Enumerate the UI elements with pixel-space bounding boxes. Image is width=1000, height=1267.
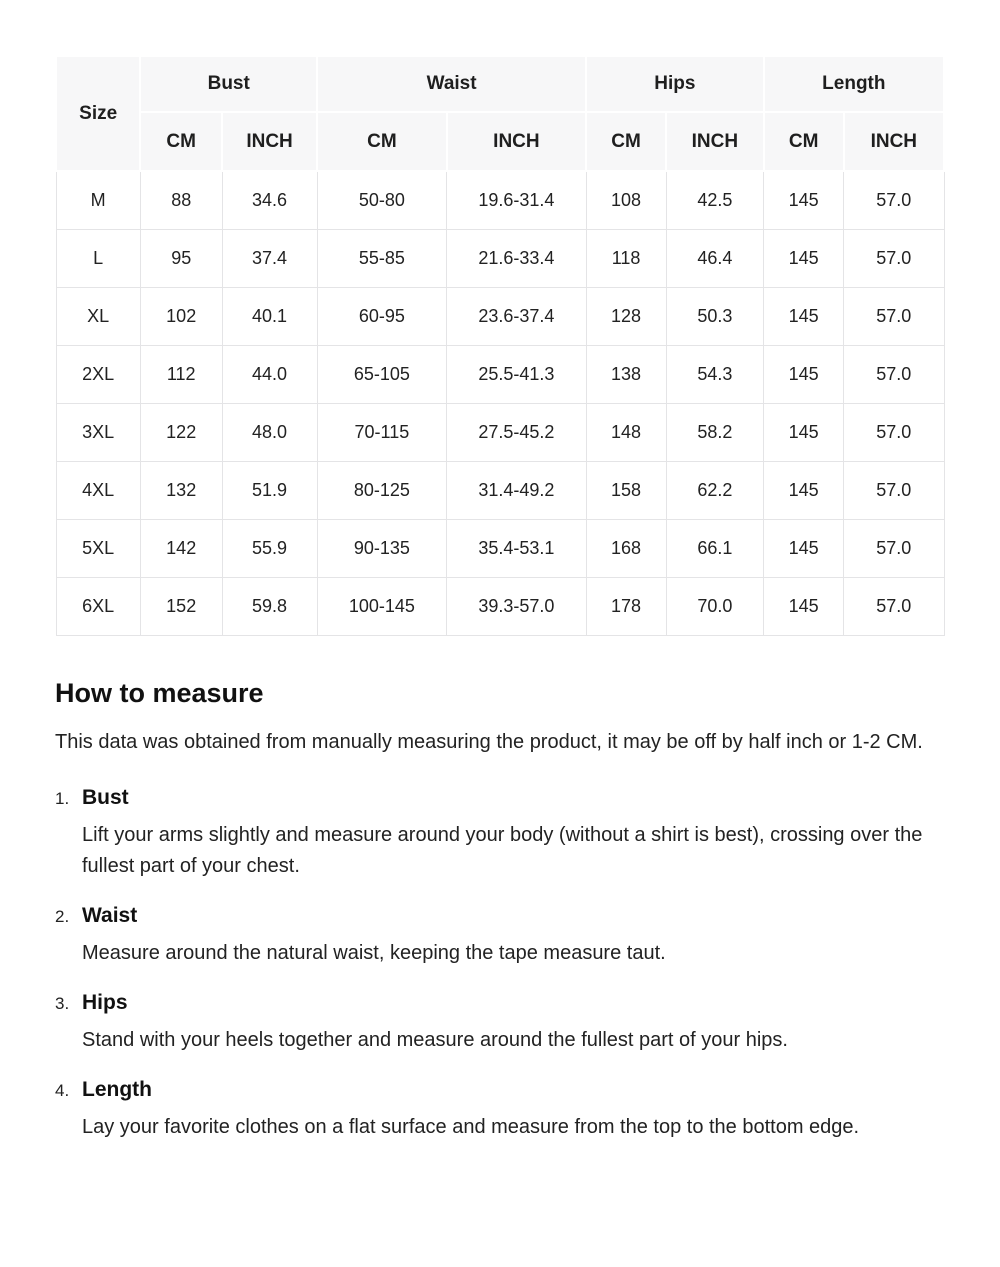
header-hips-inch: INCH [666, 112, 764, 171]
header-length-inch: INCH [844, 112, 944, 171]
list-item-number: 1. [55, 789, 70, 808]
cell-waist-inch: 25.5-41.3 [447, 346, 586, 404]
list-item-bust [55, 786, 945, 882]
cell-waist-inch: 27.5-45.2 [447, 404, 586, 462]
size-chart-body [56, 171, 944, 636]
table-row-xl [56, 288, 944, 346]
cell-waist-cm: 60-95 [317, 288, 447, 346]
list-item-hips [55, 991, 945, 1056]
cell-length-inch: 57.0 [844, 346, 944, 404]
cell-waist-inch: 23.6-37.4 [447, 288, 586, 346]
cell-size: 3XL [56, 404, 140, 462]
header-hips-cm: CM [586, 112, 666, 171]
cell-hips-cm: 138 [586, 346, 666, 404]
cell-hips-inch: 54.3 [666, 346, 764, 404]
cell-waist-cm: 90-135 [317, 520, 447, 578]
list-item-description: Lift your arms slightly and measure around your body (without a shirt is best), crossing over the fullest part of your chest. [82, 824, 923, 877]
cell-bust-cm: 152 [140, 578, 222, 636]
measure-instructions-list [55, 786, 945, 1143]
cell-waist-inch: 35.4-53.1 [447, 520, 586, 578]
cell-hips-cm: 158 [586, 462, 666, 520]
header-bust-inch: INCH [222, 112, 317, 171]
cell-waist-cm: 80-125 [317, 462, 447, 520]
cell-waist-inch: 39.3-57.0 [447, 578, 586, 636]
cell-waist-inch: 19.6-31.4 [447, 171, 586, 230]
cell-bust-cm: 142 [140, 520, 222, 578]
cell-hips-cm: 168 [586, 520, 666, 578]
list-item-description: Stand with your heels together and measure around the fullest part of your hips. [82, 1029, 788, 1051]
cell-hips-inch: 58.2 [666, 404, 764, 462]
list-item-term: Hips [82, 991, 128, 1014]
cell-length-inch: 57.0 [844, 578, 944, 636]
cell-waist-cm: 50-80 [317, 171, 447, 230]
header-bust-cm: CM [140, 112, 222, 171]
cell-bust-inch: 37.4 [222, 230, 317, 288]
list-item-term-line [55, 1078, 945, 1102]
list-item-waist [55, 904, 945, 969]
cell-hips-cm: 118 [586, 230, 666, 288]
cell-length-inch: 57.0 [844, 171, 944, 230]
list-item-term: Length [82, 1078, 152, 1101]
cell-hips-inch: 50.3 [666, 288, 764, 346]
table-row-2xl [56, 346, 944, 404]
header-waist-inch: INCH [447, 112, 586, 171]
cell-size: 2XL [56, 346, 140, 404]
cell-bust-cm: 88 [140, 171, 222, 230]
cell-bust-cm: 122 [140, 404, 222, 462]
size-chart-table [55, 55, 945, 636]
header-waist-cm: CM [317, 112, 447, 171]
cell-length-inch: 57.0 [844, 288, 944, 346]
size-chart-header [56, 56, 944, 171]
cell-hips-cm: 108 [586, 171, 666, 230]
list-item-term-line [55, 786, 945, 810]
table-row-l [56, 230, 944, 288]
cell-size: 5XL [56, 520, 140, 578]
cell-bust-inch: 59.8 [222, 578, 317, 636]
table-row-m [56, 171, 944, 230]
cell-bust-cm: 132 [140, 462, 222, 520]
list-item-description: Measure around the natural waist, keeping the tape measure taut. [82, 942, 666, 964]
cell-length-cm: 145 [764, 520, 844, 578]
table-row-4xl [56, 462, 944, 520]
cell-hips-inch: 70.0 [666, 578, 764, 636]
header-length-cm: CM [764, 112, 844, 171]
list-item-description: Lay your favorite clothes on a flat surface and measure from the top to the bottom edge. [82, 1116, 860, 1138]
cell-bust-inch: 40.1 [222, 288, 317, 346]
cell-size: L [56, 230, 140, 288]
cell-hips-cm: 148 [586, 404, 666, 462]
cell-hips-inch: 42.5 [666, 171, 764, 230]
table-row-3xl [56, 404, 944, 462]
cell-bust-cm: 102 [140, 288, 222, 346]
list-item-number: 2. [55, 907, 70, 926]
cell-bust-inch: 44.0 [222, 346, 317, 404]
cell-bust-inch: 51.9 [222, 462, 317, 520]
cell-length-inch: 57.0 [844, 230, 944, 288]
cell-hips-inch: 66.1 [666, 520, 764, 578]
cell-length-cm: 145 [764, 171, 844, 230]
cell-waist-inch: 21.6-33.4 [447, 230, 586, 288]
cell-length-inch: 57.0 [844, 404, 944, 462]
cell-size: 4XL [56, 462, 140, 520]
cell-bust-inch: 55.9 [222, 520, 317, 578]
how-to-measure-intro: This data was obtained from manually measuring the product, it may be off by half inch or 1-2 CM. [55, 731, 923, 753]
list-item-term-line [55, 904, 945, 928]
header-size: Size [56, 56, 140, 171]
cell-waist-cm: 100-145 [317, 578, 447, 636]
list-item-term: Bust [82, 786, 129, 809]
cell-length-cm: 145 [764, 462, 844, 520]
header-group-bust: Bust [140, 56, 317, 112]
cell-bust-cm: 112 [140, 346, 222, 404]
cell-length-cm: 145 [764, 578, 844, 636]
cell-length-cm: 145 [764, 346, 844, 404]
list-item-term-line [55, 991, 945, 1015]
cell-length-inch: 57.0 [844, 520, 944, 578]
how-to-measure-title: How to measure [55, 678, 264, 708]
list-item-number: 4. [55, 1081, 70, 1100]
cell-waist-cm: 65-105 [317, 346, 447, 404]
cell-waist-inch: 31.4-49.2 [447, 462, 586, 520]
cell-length-cm: 145 [764, 230, 844, 288]
cell-hips-cm: 128 [586, 288, 666, 346]
header-unit-row [56, 112, 944, 171]
table-row-6xl [56, 578, 944, 636]
cell-hips-inch: 62.2 [666, 462, 764, 520]
header-group-row [56, 56, 944, 112]
list-item-length [55, 1078, 945, 1143]
cell-length-inch: 57.0 [844, 462, 944, 520]
cell-hips-inch: 46.4 [666, 230, 764, 288]
cell-bust-cm: 95 [140, 230, 222, 288]
cell-bust-inch: 34.6 [222, 171, 317, 230]
cell-size: XL [56, 288, 140, 346]
cell-waist-cm: 70-115 [317, 404, 447, 462]
cell-waist-cm: 55-85 [317, 230, 447, 288]
header-group-waist: Waist [317, 56, 586, 112]
cell-bust-inch: 48.0 [222, 404, 317, 462]
cell-size: 6XL [56, 578, 140, 636]
header-group-hips: Hips [586, 56, 764, 112]
cell-length-cm: 145 [764, 404, 844, 462]
list-item-number: 3. [55, 994, 70, 1013]
cell-size: M [56, 171, 140, 230]
cell-hips-cm: 178 [586, 578, 666, 636]
header-group-length: Length [764, 56, 944, 112]
table-row-5xl [56, 520, 944, 578]
cell-length-cm: 145 [764, 288, 844, 346]
list-item-term: Waist [82, 904, 138, 927]
